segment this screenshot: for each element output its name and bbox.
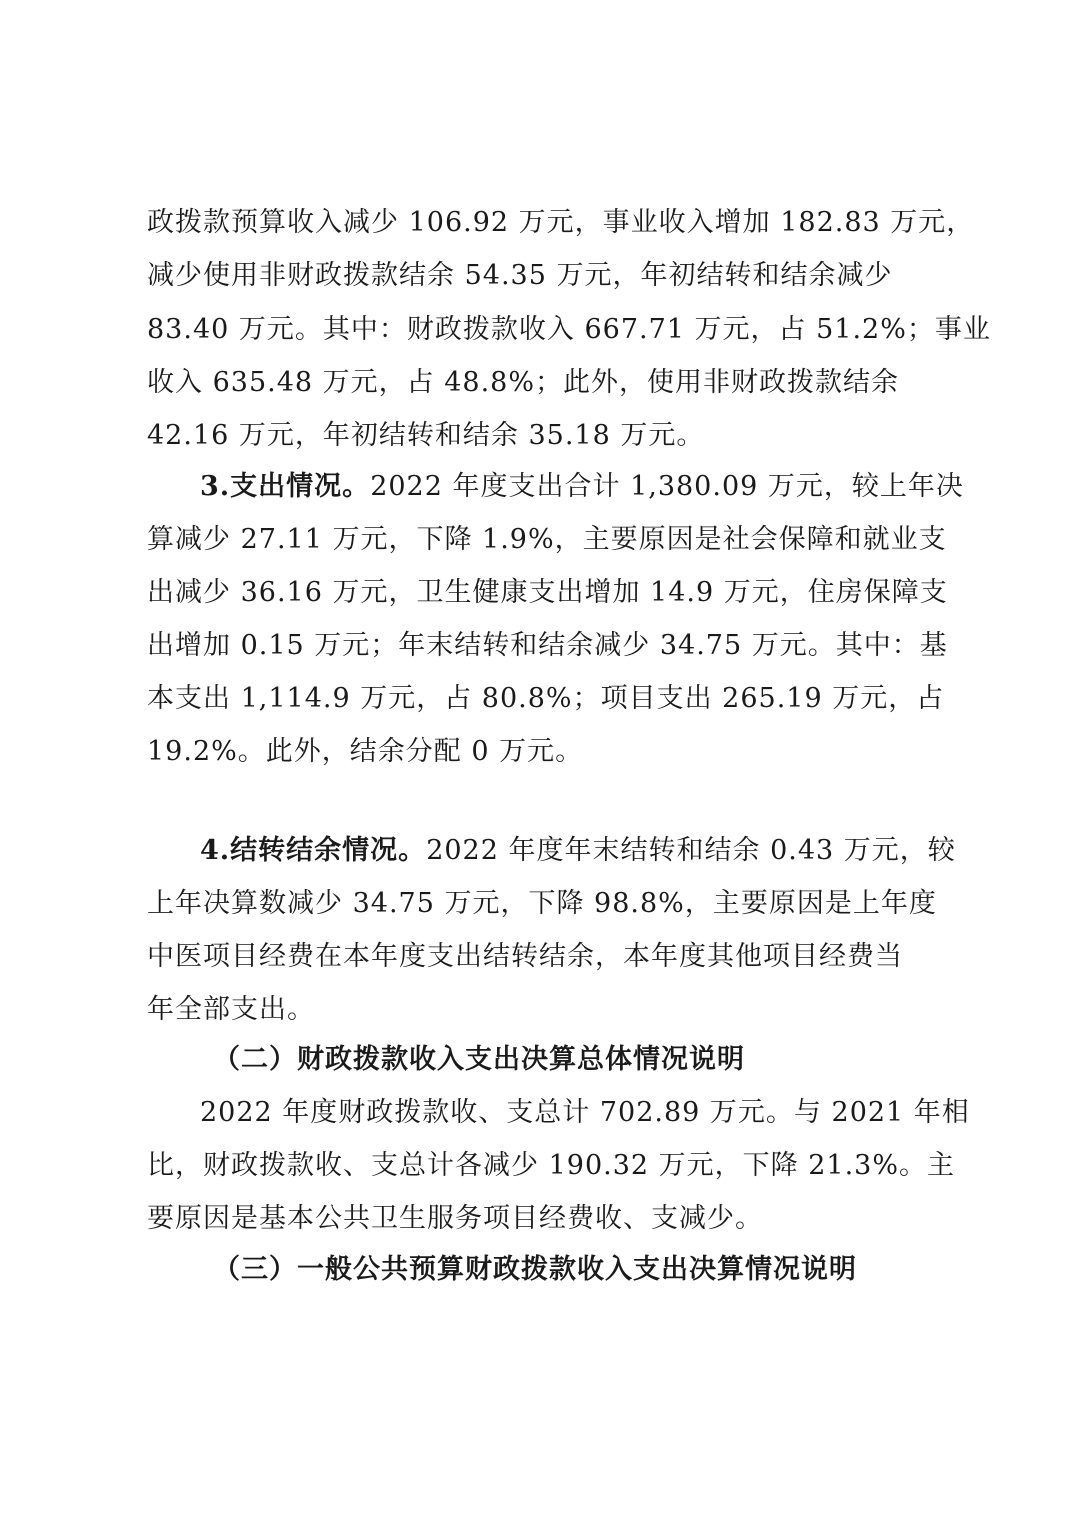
- carryover-first-line: [200, 831, 1000, 871]
- expenditure-lead: 3.支出情况。: [200, 471, 371, 502]
- paragraph-line: 算减少 27.11 万元，下降 1.9%，主要原因是社会保障和就业支: [147, 524, 947, 555]
- expenditure-line1-rest: 2022 年度支出合计 1,380.09 万元，较上年决: [370, 471, 964, 502]
- paragraph-line: 中医项目经费在本年度支出结转结余，本年度其他项目经费当: [147, 941, 903, 972]
- paragraph-line: 政拨款预算收入减少 106.92 万元，事业收入增加 182.83 万元，: [147, 207, 975, 238]
- carryover-line1-rest: 2022 年度年末结转和结余 0.43 万元，较: [426, 835, 956, 866]
- paragraph-line: 要原因是基本公共卫生服务项目经费收、支减少。: [147, 1203, 763, 1234]
- paragraph-line: 上年决算数减少 34.75 万元，下降 98.8%，主要原因是上年度: [147, 888, 937, 919]
- paragraph-line: 83.40 万元。其中：财政拨款收入 667.71 万元，占 51.2%；事业: [147, 314, 991, 345]
- paragraph-line: 年全部支出。: [147, 994, 315, 1025]
- expenditure-first-line: [200, 467, 1000, 507]
- paragraph-line: 收入 635.48 万元，占 48.8%；此外，使用非财政拨款结余: [147, 367, 899, 398]
- paragraph-line: 本支出 1,114.9 万元，占 80.8%；项目支出 265.19 万元，占: [147, 683, 945, 714]
- paragraph-line: 出增加 0.15 万元；年末结转和结余减少 34.75 万元。其中：基: [147, 630, 948, 661]
- paragraph-line: 19.2%。此外，结余分配 0 万元。: [147, 736, 584, 767]
- section-heading-2: （二）财政拨款收入支出决算总体情况说明: [213, 1044, 745, 1075]
- paragraph-line: 出减少 36.16 万元，卫生健康支出增加 14.9 万元，住房保障支: [147, 577, 948, 608]
- paragraph-line: 2022 年度财政拨款收、支总计 702.89 万元。与 2021 年相: [200, 1097, 970, 1128]
- section-heading-3: （三）一般公共预算财政拨款收入支出决算情况说明: [213, 1254, 857, 1285]
- paragraph-line: 减少使用非财政拨款结余 54.35 万元，年初结转和结余减少: [147, 260, 893, 291]
- paragraph-line: 比，财政拨款收、支总计各减少 190.32 万元，下降 21.3%。主: [147, 1150, 955, 1181]
- carryover-lead: 4.结转结余情况。: [200, 835, 427, 866]
- paragraph-line: 42.16 万元，年初结转和结余 35.18 万元。: [147, 420, 705, 451]
